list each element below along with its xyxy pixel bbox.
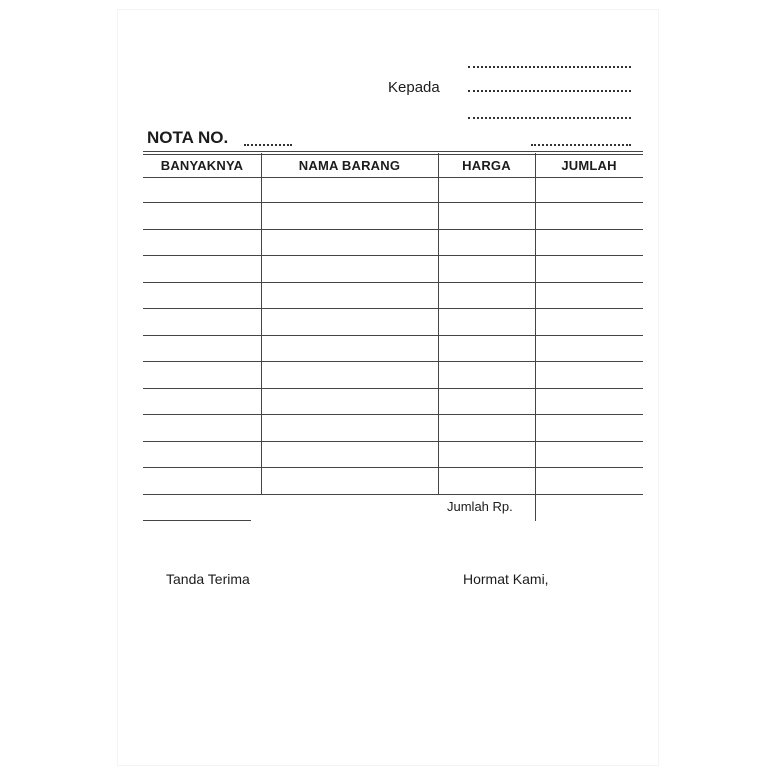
row-line bbox=[143, 467, 643, 468]
column-header-nama-barang: NAMA BARANG bbox=[298, 158, 401, 173]
column-divider-2 bbox=[438, 153, 439, 495]
recipient-line-1[interactable] bbox=[468, 66, 631, 68]
receiver-signature-label: Tanda Terima bbox=[166, 571, 250, 587]
items-table bbox=[143, 150, 643, 521]
recipient-label: Kepada bbox=[388, 79, 440, 96]
column-divider-3 bbox=[535, 153, 536, 521]
sender-signature-label: Hormat Kami, bbox=[463, 571, 549, 587]
row-line bbox=[143, 308, 643, 309]
total-label: Jumlah Rp. bbox=[447, 499, 513, 514]
header-bottom-border bbox=[143, 177, 643, 178]
row-line bbox=[143, 388, 643, 389]
row-line bbox=[143, 361, 643, 362]
table-top-border bbox=[143, 151, 643, 152]
row-line bbox=[143, 282, 643, 283]
row-line bbox=[143, 229, 643, 230]
table-top-border-inner bbox=[143, 154, 643, 155]
column-header-banyaknya: BANYAKNYA bbox=[160, 158, 244, 173]
recipient-line-2[interactable] bbox=[468, 90, 631, 92]
column-header-harga: HARGA bbox=[462, 158, 511, 173]
row-line bbox=[143, 202, 643, 203]
column-divider-1 bbox=[261, 153, 262, 495]
row-line bbox=[143, 441, 643, 442]
table-bottom-border bbox=[143, 494, 643, 495]
signature-line bbox=[143, 520, 251, 521]
row-line bbox=[143, 255, 643, 256]
nota-number-field[interactable] bbox=[244, 144, 292, 146]
column-header-jumlah: JUMLAH bbox=[561, 158, 617, 173]
date-field[interactable] bbox=[531, 144, 631, 146]
recipient-line-3[interactable] bbox=[468, 117, 631, 119]
row-line bbox=[143, 335, 643, 336]
row-line bbox=[143, 414, 643, 415]
nota-number-label: NOTA NO. bbox=[147, 128, 229, 147]
